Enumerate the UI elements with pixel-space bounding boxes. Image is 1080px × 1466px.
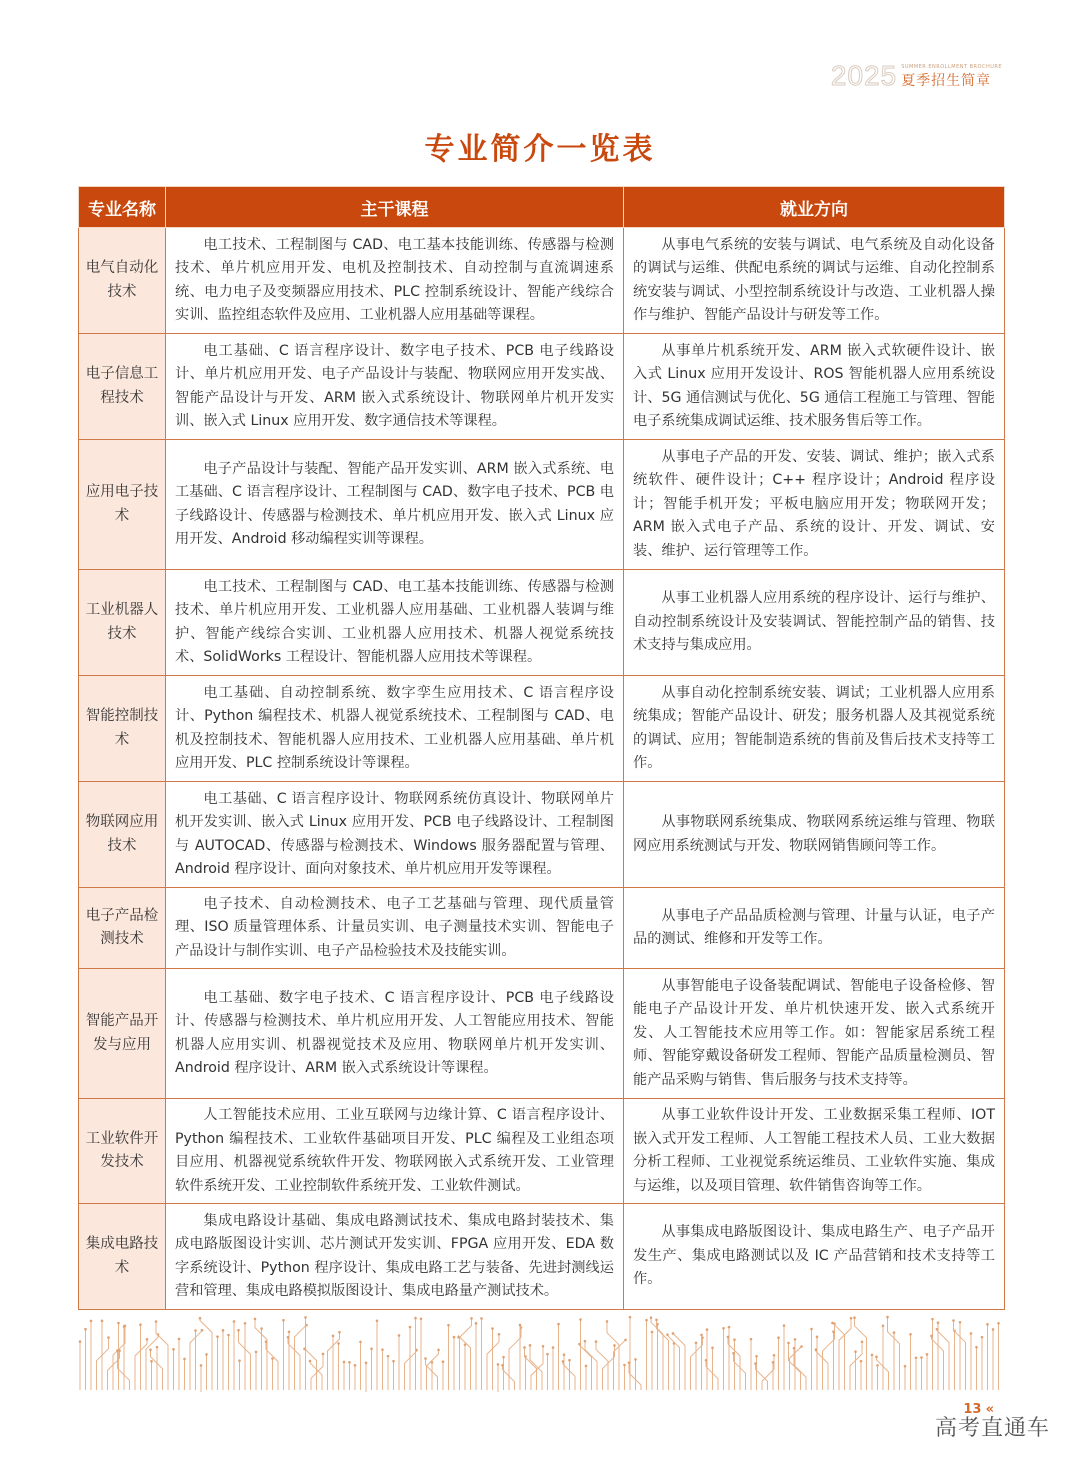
major-name: 集成电路技术: [79, 1204, 166, 1310]
courses-cell: [166, 676, 624, 782]
major-name: 电子产品检测技术: [79, 888, 166, 969]
jobs-text: 从事工业软件设计开发、工业数据采集工程师、IOT 嵌入式开发工程师、人工智能工程技术人员、工业大数据分析工程师、工业视觉系统运维员、工业软件实施、集成与运维，以及项目管理、软件销售咨询等工作。: [633, 1107, 995, 1194]
courses-text: 电工基础、自动控制系统、数字孪生应用技术、C 语言程序设计、Python 编程技术、机器人视觉系统技术、工程制图与 CAD、电机及控制技术、智能机器人应用技术、工业机器人应用基础、单片机应用开发、PLC 控制系统设计等课程。: [175, 684, 614, 771]
table-row: [79, 969, 1005, 1099]
major-name: 工业机器人技术: [79, 570, 166, 676]
major-name: 物联网应用技术: [79, 782, 166, 888]
brand-subtitle-cn: 夏季招生简章: [901, 73, 992, 89]
jobs-cell: [624, 1204, 1005, 1310]
circuit-decoration: [78, 1312, 1004, 1392]
table-row: [79, 1204, 1005, 1310]
page-number: 13: [963, 1402, 982, 1417]
courses-text: 电工基础、数字电子技术、C 语言程序设计、PCB 电子线路设计、传感器与检测技术、单片机应用开发、人工智能应用技术、智能机器人应用实训、机器视觉技术及应用、物联网单片机开发实训、Android 程序设计、ARM 嵌入式系统设计等课程。: [175, 989, 614, 1076]
courses-cell: [166, 570, 624, 676]
jobs-text: 从事自动化控制系统安装、调试；工业机器人应用系统集成；智能产品设计、研发；服务机器人及其视觉系统的调试、应用；智能制造系统的售前及售后技术支持等工作。: [633, 684, 995, 771]
jobs-cell: [624, 969, 1005, 1099]
page-footer: [935, 1402, 1050, 1442]
brand-year: 2025: [830, 60, 898, 91]
table-row: [79, 676, 1005, 782]
table-row: [79, 1099, 1005, 1204]
major-name: 电子信息工程技术: [79, 334, 166, 440]
jobs-cell: [624, 334, 1005, 440]
jobs-text: 从事电气系统的安装与调试、电气系统及自动化设备的调试与运维、供配电系统的调试与运维、自动化控制系统安装与调试、小型控制系统设计与改造、工业机器人操作与维护、智能产品设计与研发等工作。: [633, 236, 995, 323]
table-row: [79, 570, 1005, 676]
courses-cell: [166, 440, 624, 570]
courses-cell: [166, 334, 624, 440]
jobs-text: 从事集成电路版图设计、集成电路生产、电子产品开发生产、集成电路测试以及 IC 产品营销和技术支持等工作。: [633, 1224, 995, 1288]
courses-text: 电子产品设计与装配、智能产品开发实训、ARM 嵌入式系统、电工基础、C 语言程序设计、工程制图与 CAD、数字电子技术、PCB 电子线路设计、传感器与检测技术、单片机应用开发、嵌入式 Linux 应用开发、Android 移动编程实训等课程。: [175, 460, 614, 547]
header-courses: 主干课程: [166, 187, 624, 228]
jobs-cell: [624, 440, 1005, 570]
brand-subtitle-en: SUMMER ENROLLMENT BROCHURE: [901, 64, 1002, 70]
table-row: [79, 888, 1005, 969]
table-row: [79, 228, 1005, 334]
jobs-cell: [624, 782, 1005, 888]
jobs-text: 从事物联网系统集成、物联网系统运维与管理、物联网应用系统测试与开发、物联网销售顾问等工作。: [633, 814, 995, 854]
table-header-row: [79, 187, 1005, 228]
table-row: [79, 782, 1005, 888]
jobs-text: 从事智能电子设备装配调试、智能电子设备检修、智能电子产品设计开发、单片机快速开发、嵌入式系统开发、人工智能技术应用等工作。如：智能家居系统工程师、智能穿戴设备研发工程师、智能产品质量检测员、智能产品采购与销售、售后服务与技术支持等。: [633, 977, 995, 1088]
courses-cell: [166, 228, 624, 334]
major-name: 应用电子技术: [79, 440, 166, 570]
jobs-cell: [624, 676, 1005, 782]
brochure-brand: [831, 62, 1002, 90]
jobs-cell: [624, 570, 1005, 676]
jobs-text: 从事单片机系统开发、ARM 嵌入式软硬件设计、嵌入式 Linux 应用开发设计、ROS 智能机器人应用系统设计、5G 通信测试与优化、5G 通信工程施工与管理、智能电子系统集成调试运维、技术服务售后等工作。: [633, 342, 995, 429]
page-title: 专业简介一览表: [424, 132, 656, 167]
jobs-text: 从事电子产品的开发、安装、调试、维护；嵌入式系统软件、硬件设计；C++ 程序设计；Android 程序设计；智能手机开发；平板电脑应用开发；物联网开发；ARM 嵌入式电子产品、系统的设计、开发、调试、安装、维护、运行管理等工作。: [633, 448, 995, 559]
courses-text: 电工技术、工程制图与 CAD、电工基本技能训练、传感器与检测技术、单片机应用开发、工业机器人应用基础、工业机器人装调与维护、智能产线综合实训、工业机器人应用技术、机器人视觉系统技术、SolidWorks 工程设计、智能机器人应用技术等课程。: [175, 578, 614, 665]
jobs-cell: [624, 888, 1005, 969]
jobs-cell: [624, 1099, 1005, 1204]
courses-text: 电工基础、C 语言程序设计、数字电子技术、PCB 电子线路设计、单片机应用开发、电子产品设计与装配、物联网应用开发实战、智能产品设计与开发、ARM 嵌入式系统设计、物联网单片机开发实训、嵌入式 Linux 应用开发、数字通信技术等课程。: [175, 342, 614, 429]
table-row: [79, 334, 1005, 440]
chevron-left-icon: «: [985, 1402, 994, 1417]
courses-cell: [166, 969, 624, 1099]
courses-text: 电工基础、C 语言程序设计、物联网系统仿真设计、物联网单片机开发实训、嵌入式 Linux 应用开发、PCB 电子线路设计、工程制图与 AUTOCAD、传感器与检测技术、Windows 服务器配置与管理、Android 程序设计、面向对象技术、单片机应用开发等课程。: [175, 790, 614, 877]
table-row: [79, 440, 1005, 570]
courses-text: 电工技术、工程制图与 CAD、电工基本技能训练、传感器与检测技术、单片机应用开发、电机及控制技术、自动控制与直流调速系统、电力电子及变频器应用技术、PLC 控制系统设计、智能产线综合实训、监控组态软件及应用、工业机器人应用基础等课程。: [175, 236, 614, 323]
jobs-text: 从事工业机器人应用系统的程序设计、运行与维护、自动控制系统设计及安装调试、智能控制产品的销售、技术支持与集成应用。: [633, 590, 995, 654]
major-name: 电气自动化技术: [79, 228, 166, 334]
courses-text: 电子技术、自动检测技术、电子工艺基础与管理、现代质量管理、ISO 质量管理体系、计量员实训、电子测量技术实训、智能电子产品设计与制作实训、电子产品检验技术及技能实训。: [175, 895, 614, 959]
courses-cell: [166, 782, 624, 888]
courses-text: 人工智能技术应用、工业互联网与边缘计算、C 语言程序设计、Python 编程技术、工业软件基础项目开发、PLC 编程及工业组态项目应用、机器视觉系统软件开发、物联网嵌入式系统开发、工业管理软件系统开发、工业控制软件系统开发、工业软件测试。: [175, 1107, 614, 1194]
major-name: 工业软件开发技术: [79, 1099, 166, 1204]
jobs-text: 从事电子产品品质检测与管理、计量与认证，电子产品的测试、维修和开发等工作。: [633, 907, 995, 947]
major-name: 智能产品开发与应用: [79, 969, 166, 1099]
courses-cell: [166, 888, 624, 969]
header-jobs: 就业方向: [624, 187, 1005, 228]
jobs-cell: [624, 228, 1005, 334]
courses-cell: [166, 1204, 624, 1310]
courses-cell: [166, 1099, 624, 1204]
header-major-name: 专业名称: [79, 187, 166, 228]
watermark: 高考直通车: [934, 1416, 1050, 1441]
majors-table: [78, 186, 1005, 1310]
courses-text: 集成电路设计基础、集成电路测试技术、集成电路封装技术、集成电路版图设计实训、芯片测试开发实训、FPGA 应用开发、EDA 数字系统设计、Python 程序设计、集成电路工艺与装备、先进封测线运营和管理、集成电路模拟版图设计、集成电路量产测试技术。: [175, 1212, 614, 1299]
major-name: 智能控制技术: [79, 676, 166, 782]
